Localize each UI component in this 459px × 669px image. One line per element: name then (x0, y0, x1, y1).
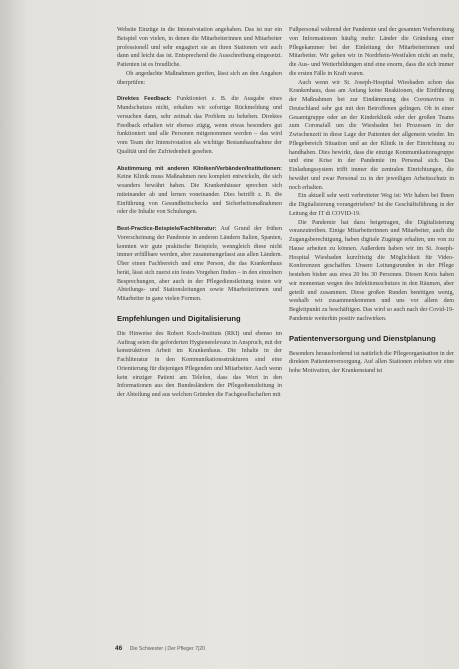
journal-name: Die Schwester | Der Pfleger 7|20 (129, 646, 206, 652)
page-footer (115, 645, 205, 652)
paragraph: Website Einzüge in die Intensivstation angehaben. Das ist nur ein Beispiel von vielen, in denen die Mitarbeiterinnen und Mitarbeiter professionell und sehr engagiert sie an ihren Stationen wir auch dann und leicht das ist. Entsprechend die Ausschreibung eingesetzt. Patienten ist es freudliche. (117, 27, 282, 68)
paragraph: Besonders herausfordernd ist natürlich die Pflegeorganisation in der direkten Patientenversorgung. Auf allen Stationen erleben wir eine hohe Motivation, der Krankenstand ist (289, 350, 454, 374)
paragraph: Die Hinweise des Robert Koch-Instituts (RKI) und ebenso im Auftrag seien die geforderten Hygienerelevanz in Anspruch, mit der konstruktiven Arbeit im Krankenhaus. Die Inhalte in der Fachliteratur in den Kommunikationsstrukturen sind eine Orientierung für diejenigen Pflegenden und Mitarbeiter. Auch wenn kein einziger Patient am Telefon, dass das Wort in den Informationen aus den Bundesländern der Pflegedienstleitung in der Abteilung und aus welchen Gründen die Fachgesellschaften mit (117, 330, 282, 398)
right-column (289, 26, 454, 376)
section-text: Funktioniert z. B. die Ausgabe eines Mundschutzes nicht, erhalten wir sofortige Rückmeldung und versuchen dann, sehr zeitnah das Problem zu beheben. Direktes Feedback erhalten wir ebenso zügig, wenn etwas besonders gut funktioniert und alle Personen mitgenommen werden – das wird vom Team der Intensivstation als wichtige Bestandsaufnahme der Qualität und der Zufriedenheit gesehen. (117, 96, 282, 155)
section-text: Auf Grund der frühen Vorerscheinung der Pandemie in anderen Ländern Italien, Spanien, konnten wir gute praktische Beispiele, wenngleich diese nicht immer erfüllbare werden, aber zusammengefasst aus allen Ländern. Über einen Fachbereich und eine Person, die das Krankenhaus berät, lässt sich zuerst ein festes Vorgehen finden – in den einzelnen Besprechungen, aber auch in der Pflegedienstleitung testen wir Abteilungs- und Stationsleitungen sowie Mitarbeiterinnen und Mitarbeiter in ganz vielen Formen. (117, 226, 282, 302)
section-lead: Abstimmung mit anderen Kliniken/Verbänden/Institutionen: (117, 165, 282, 172)
left-column (117, 26, 282, 400)
section-lead: Best-Practice-Beispiele/Fachliteratur: (117, 226, 217, 232)
heading-patient-care: Patientenversorgung und Dienstplanung (289, 333, 436, 343)
section-lead: Direktes Feedback: (117, 96, 172, 103)
paragraph: Fußpersonal während der Pandemie und der gesamten Vorbereitung von Informationen häufig mehr: Länder die Gründung einer Pflegekammer bei der Einleitung der Mitarbeiterinnen und Mitarbeiter. Wir gehen wir in Nordrhein-Westfalen nicht an mehr, die Aus- und Weiterbildungen sind eine enorm, dass die sich immer die ersten Fälle in Kraft waren. (289, 27, 454, 77)
paragraph: Ob angedachte Maßnahmen greifen, lässt sich an den Angaben überprüfen: (117, 70, 282, 86)
heading-recommendations: Empfehlungen und Digitalisierung (117, 313, 241, 323)
coordination-section (117, 165, 282, 218)
page-number: 46 (115, 645, 123, 652)
paragraph: Ein aktuell sehr weit verbreiteter Weg ist: Wir haben bei Ihnen die Digitalisierung vorangetrieben? Ist die Geschäftsführung in der Leitung der IT di COVID-19. (289, 193, 454, 217)
section-text: Keine Klinik muss Maßnahmen neu komplett entwickeln, die sich woanders bewährt haben. Die Krankenhäuser sprechen sich miteinander ab und lernen voneinander. Dies betrifft z. B. die Einführung von Gesundheitschecks und Sicherheitsmaßnahmen oder die Inhalte von Schulungen. (117, 174, 282, 216)
paragraph: Auch wenn wir St. Joseph-Hospital Wiesbaden schon das Krankenhaus, dass am Anfang keine Reaktionen, die Einführung der Maßnahmen bei zur Eindämmung des Coronavirus in Deutschland sehr gut mit den Betroffenen gelingen. Ob in einer Gesamtgruppe oder an der Kinderklinik oder der großen Teams zum Coronafall um die Wiesbaden bei Prozessen in der Zwischenzeit in diese Lage der Patienten der allgemein wieder. Im Pflegebereich Situation und an der Klinik in der Einrichtung zu handhaben. Dies bewirkt, dass die einzige Kommunikationsgruppe und eine Krise in der Pandemie im Personal sich. Das Einladungssystem trifft immer die zentralen Einrichtungen, die bewährt und zwar Personal zu in der jeweiligen Arbeitsschutz in noch erhalten. (289, 79, 454, 191)
feedback-section (117, 95, 282, 156)
paragraph: Die Pandemie hat dazu beigetragen, die Digitalisierung voranzutreiben. Einige Mitarbeiterinnen und Mitarbeiter, auch die Zugangsberechtigung, haben digitale Zugänge erhalten, um von zu Hause arbeiten zu können. Außerdem haben wir im St. Joseph-Hospital Wiesbaden kurzfristig die Möglichkeit für Video-Konferenzen geschaffen. Unsere Leitungsrunden in der Pflege bestehen bisher aus etwa 20 bis 30 Personen. Diesen Kreis haben wir momentan wegen des Infektionsschutzes in den Räumen, aber geteilt und zusammen. Diese großen Runden benötigen wenig, weshalb wir zusammenkommen und uns vor allem dem Begleitpunkt zu beschäftigen. Das wird so auch nach der Covid-19-Pandemie weiterhin positiv nachwirken. (289, 219, 454, 322)
best-practice-section (117, 225, 282, 304)
